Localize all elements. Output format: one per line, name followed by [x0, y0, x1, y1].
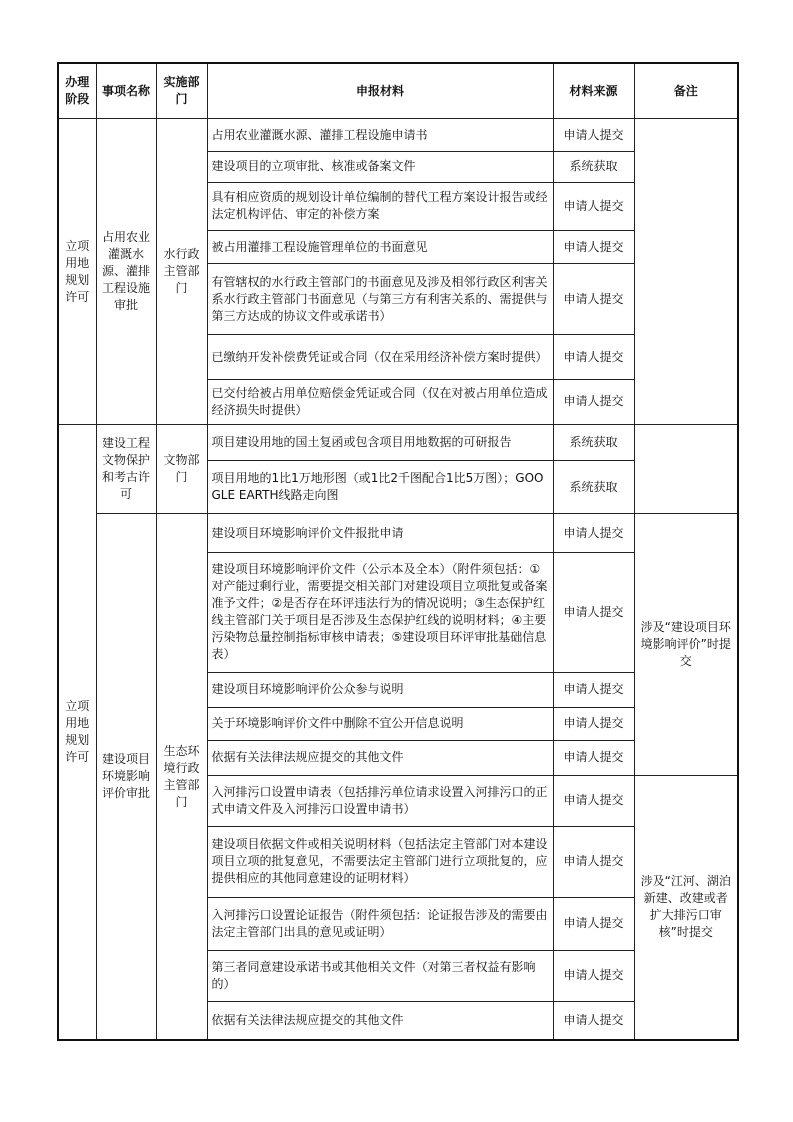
- source-cell: 申请人提交: [553, 826, 634, 897]
- dept-cell: 水行政主管部门: [156, 119, 207, 424]
- source-cell: 申请人提交: [553, 775, 634, 826]
- material-cell: 已缴纳开发补偿费凭证或合同（仅在采用经济补偿方案时提供）: [207, 335, 553, 380]
- material-cell: 已交付给被占用单位赔偿金凭证或合同（仅在对被占用单位造成经济损失时提供）: [207, 379, 553, 424]
- header-dept: 实施部门: [156, 63, 207, 119]
- header-row: [58, 63, 738, 119]
- header-source: 材料来源: [553, 63, 634, 119]
- item-name-cell: 建设项目环境影响评价审批: [96, 514, 156, 1040]
- source-cell: 申请人提交: [553, 514, 634, 553]
- item-name-cell: 建设工程文物保护和考古许可: [96, 424, 156, 514]
- source-cell: 系统获取: [553, 152, 634, 183]
- material-cell: 建设项目依据文件或相关说明材料（包括法定主管部门对本建设项目立项的批复意见，不需要法定主管部门进行立项批复的，应提供相应的其他同意建设的证明材料）: [207, 826, 553, 897]
- material-cell: 占用农业灌溉水源、灌排工程设施申请书: [207, 119, 553, 152]
- source-cell: 申请人提交: [553, 231, 634, 264]
- source-cell: 申请人提交: [553, 897, 634, 950]
- source-cell: 申请人提交: [553, 263, 634, 334]
- materials-table: [57, 62, 739, 1041]
- material-cell: 有管辖权的水行政主管部门的书面意见及涉及相邻行政区利害关系水行政主管部门书面意见（与第三方有利害关系的、需提供与第三方达成的协议文件或承诺书）: [207, 263, 553, 334]
- source-cell: 申请人提交: [553, 119, 634, 152]
- stage-cell: 立项用地规划许可: [58, 119, 96, 424]
- remark-cell: 涉及“建设项目环境影响评价”时提交: [634, 514, 738, 776]
- source-cell: 申请人提交: [553, 673, 634, 708]
- source-cell: 申请人提交: [553, 552, 634, 672]
- header-materials: 申报材料: [207, 63, 553, 119]
- table-row: [58, 424, 738, 461]
- header-stage: 办理阶段: [58, 63, 96, 119]
- stage-cell: 立项用地规划许可: [58, 424, 96, 1040]
- material-cell: 关于环境影响评价文件中删除不宜公开信息说明: [207, 707, 553, 741]
- source-cell: 申请人提交: [553, 707, 634, 741]
- material-cell: 建设项目环境影响评价文件报批申请: [207, 514, 553, 553]
- remark-cell: [634, 424, 738, 514]
- source-cell: 申请人提交: [553, 950, 634, 1001]
- source-cell: 申请人提交: [553, 379, 634, 424]
- material-cell: 具有相应资质的规划设计单位编制的替代工程方案设计报告或经法定机构评估、审定的补偿方案: [207, 182, 553, 231]
- material-cell: 入河排污口设置申请表（包括排污单位请求设置入河排污口的正式申请文件及入河排污口设置申请书）: [207, 775, 553, 826]
- source-cell: 申请人提交: [553, 1001, 634, 1040]
- material-cell: 被占用灌排工程设施管理单位的书面意见: [207, 231, 553, 264]
- source-cell: 申请人提交: [553, 741, 634, 776]
- source-cell: 申请人提交: [553, 335, 634, 380]
- item-name-cell: 占用农业灌溉水源、灌排工程设施审批: [96, 119, 156, 424]
- material-cell: 项目建设用地的国土复函或包含项目用地数据的可研报告: [207, 424, 553, 461]
- remark-cell: [634, 119, 738, 424]
- header-remarks: 备注: [634, 63, 738, 119]
- material-cell: 依据有关法律法规应提交的其他文件: [207, 1001, 553, 1040]
- material-cell: 依据有关法律法规应提交的其他文件: [207, 741, 553, 776]
- material-cell: 第三者同意建设承诺书或其他相关文件（对第三者权益有影响的）: [207, 950, 553, 1001]
- dept-cell: 文物部门: [156, 424, 207, 514]
- material-cell: 建设项目环境影响评价文件（公示本及全本）（附件须包括：①对产能过剩行业，需要提交相关部门对建设项目立项批复或备案准予文件；②是否存在环评违法行为的情况说明；③生态保护红线主管部门关于项目是否涉及生态保护红线的说明材料；④主要污染物总量控制指标审核申请表；⑤建设项目环评审批基础信息表）: [207, 552, 553, 672]
- material-cell: 入河排污口设置论证报告（附件须包括：论证报告涉及的需要由法定主管部门出具的意见或证明）: [207, 897, 553, 950]
- table-row: [58, 119, 738, 152]
- dept-cell: 生态环境行政主管部门: [156, 514, 207, 1040]
- source-cell: 系统获取: [553, 461, 634, 514]
- header-item-name: 事项名称: [96, 63, 156, 119]
- source-cell: 申请人提交: [553, 182, 634, 231]
- table-row: [58, 514, 738, 553]
- material-cell: 建设项目的立项审批、核准或备案文件: [207, 152, 553, 183]
- material-cell: 项目用地的1比1万地形图（或1比2千图配合1比5万图）；GOOGLE EARTH线路走向图: [207, 461, 553, 514]
- source-cell: 系统获取: [553, 424, 634, 461]
- remark-cell: 涉及“江河、湖泊新建、改建或者扩大排污口审核”时提交: [634, 775, 738, 1040]
- material-cell: 建设项目环境影响评价公众参与说明: [207, 673, 553, 708]
